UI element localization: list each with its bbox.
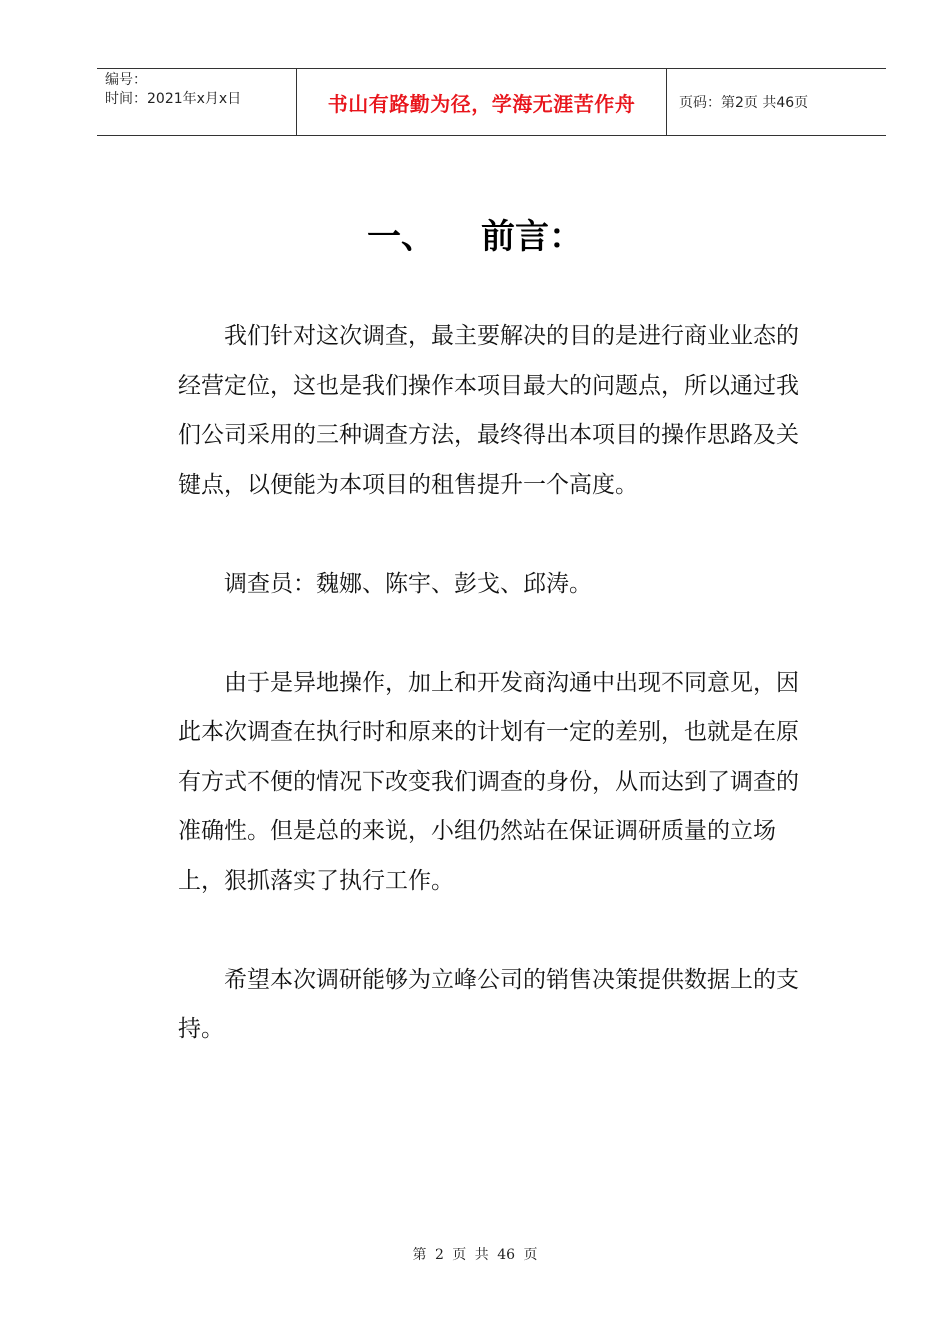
paragraph-execution: 由于是异地操作，加上和开发商沟通中出现不同意见，因此本次调查在执行时和原来的计划有一定的差别，也就是在原有方式不便的情况下改变我们调查的身份，从而达到了调查的准确性。但是总的来说，小组仍然站在保证调研质量的立场上，狠抓落实了执行工作。 — [178, 669, 799, 894]
page-footer: 第 2 页 共 46 页 — [412, 1247, 538, 1263]
page-header — [97, 68, 886, 136]
paragraph-investigators: 调查员：魏娜、陈宇、彭戈、邱涛。 — [224, 570, 592, 597]
paragraph-purpose: 我们针对这次调查，最主要解决的目的是进行商业业态的经营定位，这也是我们操作本项目最大的问题点，所以通过我们公司采用的三种调查方法，最终得出本项目的操作思路及关键点，以便能为本项目的租售提升一个高度。 — [178, 323, 799, 498]
paragraph-hope: 希望本次调研能够为立峰公司的销售决策提供数据上的支持。 — [178, 966, 799, 1042]
header-meta — [97, 69, 297, 135]
document-body — [178, 312, 818, 1104]
header-motto: 书山有路勤为径，学海无涯苦作舟 — [297, 69, 667, 135]
section-number: 一、 — [367, 217, 435, 257]
section-heading: 前言： — [481, 217, 583, 257]
document-time-label: 时间：2021年x月x日 — [105, 91, 242, 107]
header-page-info: 页码：第2页 共46页 — [679, 95, 809, 111]
document-number-label: 编号： — [105, 72, 147, 88]
section-title — [0, 212, 950, 262]
